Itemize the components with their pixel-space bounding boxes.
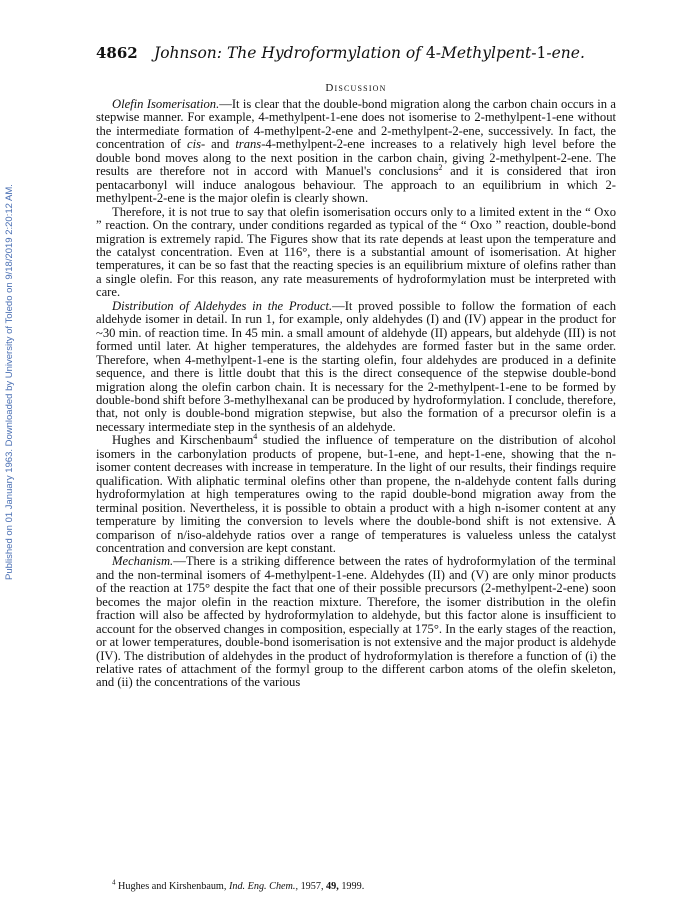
body-text bbox=[96, 98, 616, 690]
title-author: Johnson: bbox=[154, 44, 223, 62]
running-header bbox=[96, 44, 616, 66]
download-watermark-text: Published on 01 January 1963. Downloaded by University of Toledo on 9/18/2019 2:20:12 AM. bbox=[4, 184, 15, 580]
runin-heading: Olefin Isomerisation. bbox=[112, 97, 220, 111]
paragraph-text: —There is a striking difference between the rates of hydroformylation of the terminal and the non-terminal isomers of 4-methylpent-1-ene. Aldehydes (II) and (V) are only minor products of the reaction at 175° despite the fact that one of their possible precursors (2-methylpent-2-ene) soon becomes the major olefin in the reaction mixture. Therefore, the isomer distribution in the olefin fraction will also be affected by hydroformylation to aldehyde, but this factor alone is insufficient to account for the observed changes in composition, especially at 175°. In the early stages of the reaction, or at lower temperatures, double-bond isomerisation is not extensive and the major product is aldehyde (IV). The distribution of aldehydes in the product of hydroformylation is therefore a function of (i) the relative rates of attachment of the formyl group to the different carbon atoms of the olefin skeleton, and (ii) the concentrations of the various bbox=[96, 554, 616, 690]
footnote-authors: Hughes and Kirshenbaum, bbox=[118, 881, 227, 892]
paragraph-text: and it is considered that iron pentacarbonyl will induce analogous behaviour. The approach to an equilibrium in which 2-methylpent-2-ene is the major olefin is clearly shown. bbox=[96, 164, 616, 206]
footnote-page: 1999. bbox=[341, 881, 365, 892]
footnote-journal: Ind. Eng. Chem., bbox=[228, 881, 299, 892]
runin-heading: Distribution of Aldehydes in the Product. bbox=[112, 298, 333, 313]
download-watermark bbox=[4, 160, 18, 580]
footnote-volume: 49, bbox=[326, 881, 339, 892]
reference-marker: 2 bbox=[438, 163, 443, 173]
title-compound-num-2: 1 bbox=[536, 44, 547, 62]
paragraph-text: —It proved possible to follow the formation of each aldehyde isomer in detail. In run 1, for example, only aldehydes (I) and (IV) appear in the product for ~30 min. of reaction time. In 45 min. a small amount of aldehyde (II) appears, but aldehyde (III) is not formed until later. At higher temperatures, the aldehydes are formed faster but in the same order. Therefore, when 4-methylpent-1-ene is the starting olefin, four aldehydes are produced in a definite sequence, and there is little doubt that this is the direct consequence of the stepwise double-bond migration along the olefin carbon chain. It is necessary for the 2-methylpent-1-ene to be formed by double-bond shift before 3-methylhexanal can be produced by hydroformylation. I conclude, therefore, that, not only is double-bond migration stepwise, but also the formation of a precursor olefin is a necessary intermediate step in the synthesis of an aldehyde. bbox=[96, 298, 616, 434]
running-title bbox=[154, 44, 585, 62]
paragraph-text: studied the influence of temperature on the distribution of alcohol isomers in the carbonylation products of propene, but-1-ene, and hept-1-ene, showing that the n-isomer content decreases with increase in temperature. In the light of our results, their findings require qualification. With aliphatic terminal olefins other than propene, the n-aldehyde content falls during hydroformylation at high temperatures owing to the rapid double-bond migration away from the terminal position. Nevertheless, it is possible to obtain a product with a high n-isomer content at any temperature by limiting the conversion to levels where the double-bond shift is not extensive. A comparison of n/iso-aldehyde ratios over a range of temperatures is valueless unless the catalyst concentration and conversion are kept constant. bbox=[96, 433, 616, 555]
section-heading: Discussion bbox=[325, 82, 387, 94]
paragraph-oxo-reaction bbox=[96, 206, 616, 300]
footnote-year: 1957, bbox=[300, 881, 324, 892]
runin-heading: Mechanism. bbox=[112, 554, 174, 569]
italic-term: trans bbox=[235, 137, 262, 152]
paragraph-mechanism bbox=[96, 555, 616, 690]
paragraph-aldehyde-distribution bbox=[96, 300, 616, 435]
title-compound-ital-1: -Methylpent- bbox=[435, 44, 537, 62]
paragraph-text: Therefore, it is not true to say that olefin isomerisation occurs only to a limited extent in the “ Oxo ” reaction. On the contrary, under conditions regarded as typical of the “ Oxo ” reaction, double-bond migration is extremely rapid. The Figures show that its rate depends at least upon the temperature and the catalyst concentration. Even at 116°, there is a substantial amount of isomerisation. At higher temperatures, it can be so fast that the reacting species is an equilibrium mixture of olefins rather than a single olefin. For this reason, any rate measurements of hydroformylation must be interpreted with care. bbox=[96, 204, 616, 300]
title-rest: The Hydroformylation of bbox=[226, 44, 421, 62]
footnote-marker: 4 bbox=[112, 878, 116, 887]
paragraph-text: Hughes and Kirschenbaum bbox=[112, 433, 254, 448]
paragraph-olefin-isomerisation bbox=[96, 98, 616, 206]
reference-marker: 4 bbox=[253, 432, 258, 442]
paragraph-text: and bbox=[205, 137, 236, 152]
page-number: 4862 bbox=[96, 44, 138, 62]
title-compound-num: 4 bbox=[425, 44, 436, 62]
paragraph-text: -4-methylpent-2-ene increases to a relatively high level before the double bond moves along to the next position in the carbon chain, giving 2-methylpent-2-ene. The results are therefore not in accord with Manuel's conclusions bbox=[96, 137, 617, 179]
paragraph-hughes-kirschenbaum bbox=[96, 434, 616, 555]
footnote bbox=[112, 878, 616, 892]
italic-term: cis- bbox=[186, 137, 206, 152]
title-compound-ital-2: -ene. bbox=[546, 44, 585, 62]
paragraph-text: —It is clear that the double-bond migration along the carbon chain occurs in a stepwise manner. For example, 4-methylpent-1-ene does not isomerise to 2-methylpent-1-ene without the intermediate formation of 4-methylpent-2-ene and 2-methylpent-2-ene, successively. In fact, the concentration of bbox=[96, 97, 616, 152]
